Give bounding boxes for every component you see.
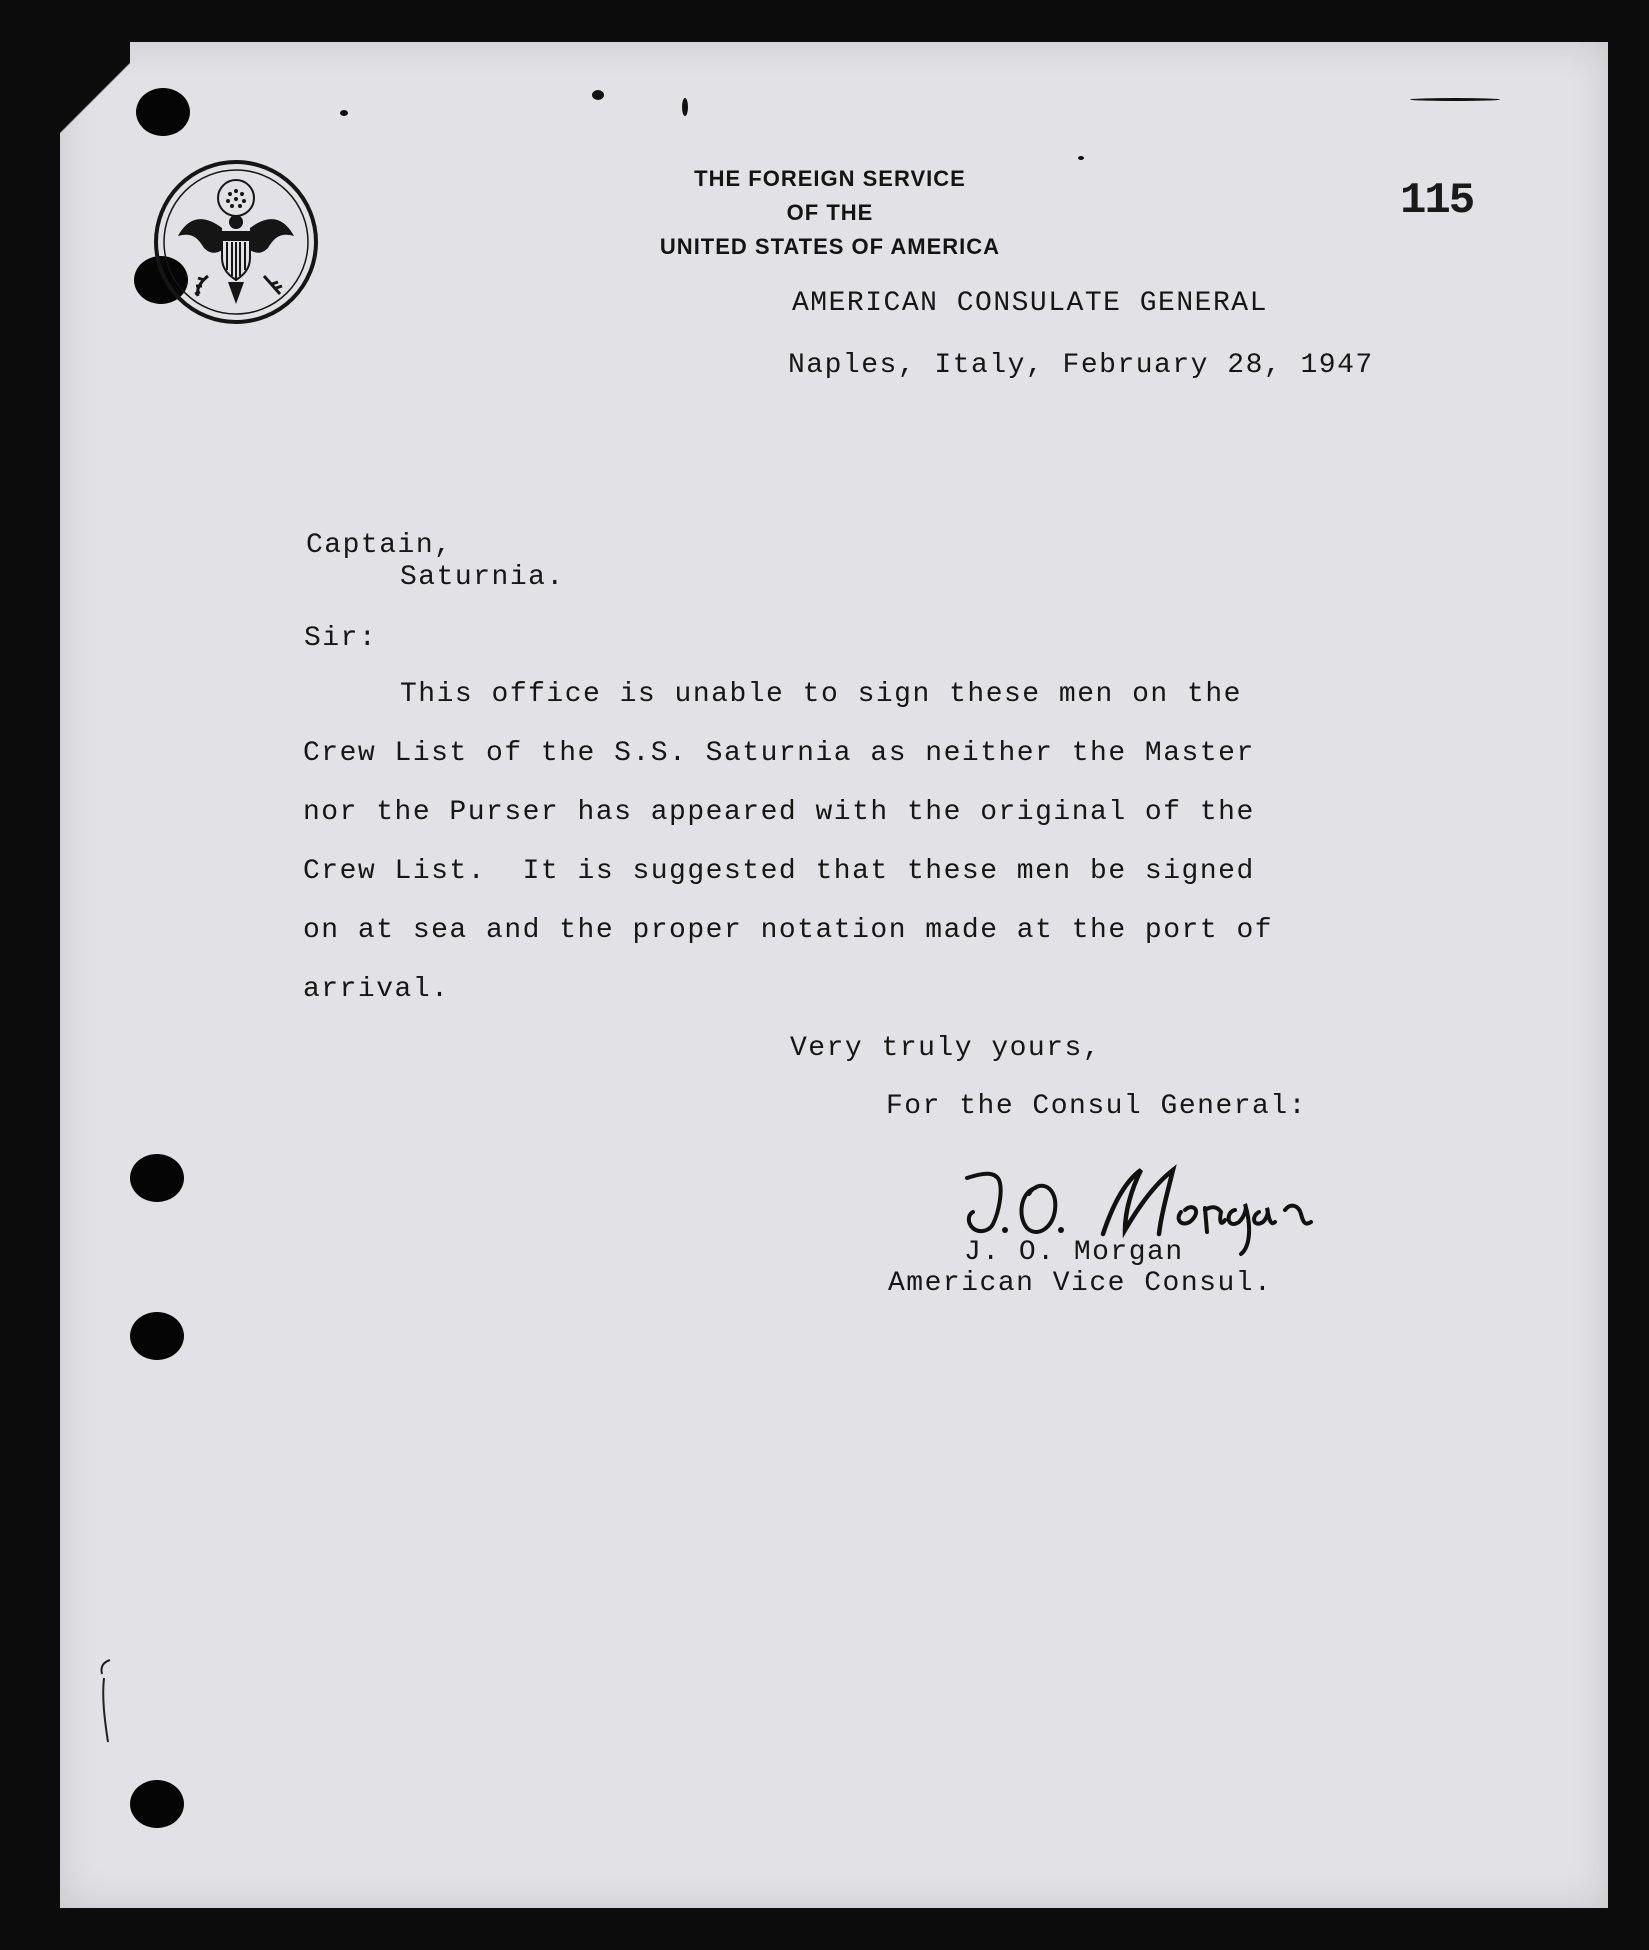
margin-mark	[96, 1656, 114, 1746]
torn-corner	[60, 42, 130, 172]
body-line: arrival.	[303, 974, 450, 1005]
office-name: AMERICAN CONSULATE GENERAL	[792, 288, 1268, 319]
body-line: Crew List. It is suggested that these men be signed	[303, 856, 1255, 887]
closing-for: For the Consul General:	[886, 1091, 1307, 1122]
punch-hole	[136, 88, 190, 136]
place-date: Naples, Italy, February 28, 1947	[788, 350, 1374, 381]
punch-hole	[130, 1780, 184, 1828]
punch-hole	[130, 1312, 184, 1360]
scan-speck	[592, 90, 604, 100]
body-line: on at sea and the proper notation made at the port of	[303, 915, 1274, 946]
punch-hole	[130, 1154, 184, 1202]
scan-speck	[340, 110, 348, 116]
body-line: nor the Purser has appeared with the original of the	[303, 797, 1255, 828]
letterhead-line: OF THE	[786, 200, 874, 225]
addressee-vessel: Saturnia.	[400, 562, 565, 593]
letterhead-line: UNITED STATES OF AMERICA	[659, 234, 1001, 259]
great-seal-emblem	[152, 158, 320, 326]
letterhead	[560, 162, 1100, 264]
page-number: 115	[1400, 176, 1474, 226]
body-line: This office is unable to sign these men on the	[400, 679, 1242, 710]
scan-speck	[682, 98, 688, 116]
signer-name: J. O. Morgan	[964, 1237, 1184, 1268]
closing: Very truly yours,	[790, 1033, 1102, 1064]
addressee-title: Captain,	[306, 530, 453, 561]
scan-speck	[1078, 156, 1084, 160]
signer-title: American Vice Consul.	[888, 1268, 1273, 1299]
body-line: Crew List of the S.S. Saturnia as neither the Master	[303, 738, 1255, 769]
letterhead-line: THE FOREIGN SERVICE	[694, 166, 966, 191]
scan-speck	[1410, 98, 1500, 101]
salutation: Sir:	[304, 623, 378, 654]
